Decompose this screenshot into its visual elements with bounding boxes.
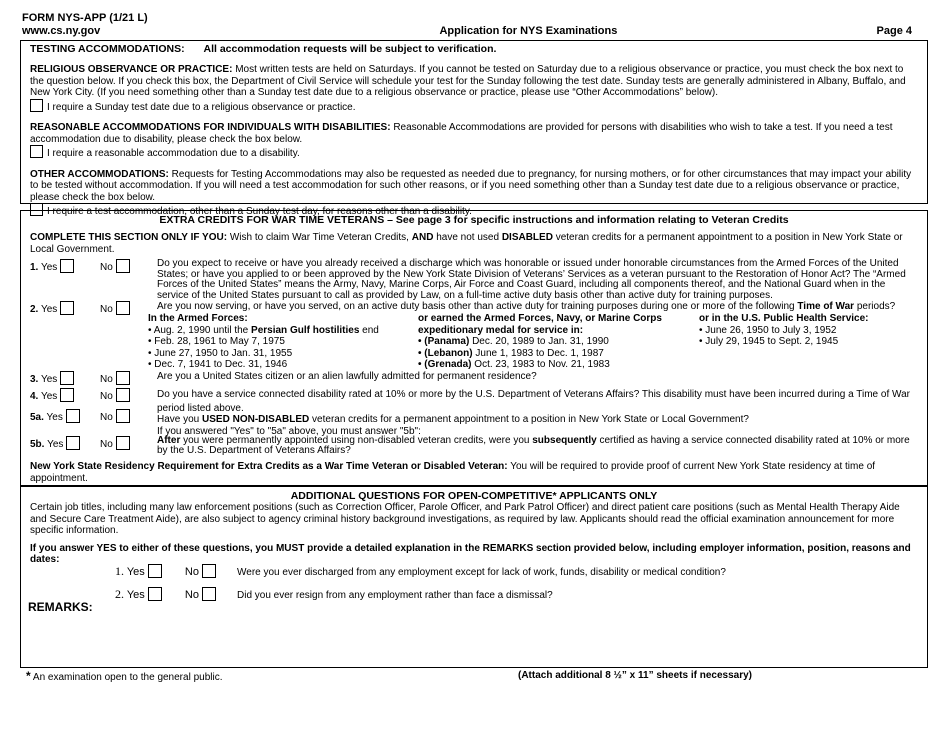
aq2-yes-label: Yes [126,589,145,601]
col1-item-1-c: end [362,324,379,336]
col1-item-3: • June 27, 1950 to Jan. 31, 1955 [148,347,293,359]
q5b-no-label: No [100,439,113,450]
q3-yes-label: Yes [40,374,58,385]
additional-questions-section [20,486,928,668]
residency-text: You will be required to provide proof of current New York State residency at time of appointment. [30,461,876,484]
q4-text: Do you have a service connected disability rated at 10% or more by the U.S. Department of Veterans Affairs? This disability must have been incurred during a Time of War period listed above. [157,389,910,414]
religious-label: RELIGIOUS OBSERVANCE OR PRACTICE: [30,64,233,76]
q2-yes-label: Yes [40,304,58,315]
q2-yes-checkbox[interactable] [60,301,74,315]
testing-notice: All accommodation requests will be subject to verification. [203,43,497,55]
q1-number: 1. [30,262,39,273]
page-header [22,12,912,37]
question-1 [30,259,918,303]
q3-text: Are you a United States citizen or an alien lawfully admitted for permanent residence? [157,371,537,382]
additional-text: Certain job titles, including many law enforcement positions (such as Correction Officer, Parole Officer, and Park Patrol Officer) and direct patient care positions (such as Mental Health Therapy Aide and Secure Care Treatment Aide), are also subject to agency criminal history background investigations, as required by law. Applicants should read the official examination announcement for more specific information. [30,502,900,537]
aq1-yes-label: Yes [126,566,145,578]
reasonable-text: Reasonable Accommodations are provided for persons with disabilities who wish to take a test. If you need a test accommodation due to disability, please check the box below. [30,122,893,145]
q5a-number: 5a. [30,412,44,423]
q1-yes-label: Yes [40,262,58,273]
q2-text [157,301,918,313]
aq1-text: Were you ever discharged from any employment except for lack of work, funds, disability or medical condition? [237,567,726,578]
aq1-no-label: No [184,566,199,578]
remarks-label: REMARKS: [28,600,93,614]
q5a-text-b: veteran credits for a permanent appointment to a position in New York State or Local Government? [312,414,749,425]
q5b-yes-label: Yes [47,439,64,450]
religious-checkbox-row [30,99,918,114]
aq1-yes-checkbox[interactable] [148,564,162,578]
q5a-bold: USED NON-DISABLED [202,414,310,425]
col3-item-2: • July 29, 1945 to Sept. 2, 1945 [699,336,839,347]
footnote-star: * [26,669,31,683]
war-periods [148,313,918,373]
col2-head-1: or earned the Armed Forces, Navy, or Marine Corps [418,313,662,324]
col2-item-3 [418,359,662,371]
aq2-yes-checkbox[interactable] [148,587,162,601]
q3-no-label: No [100,374,113,385]
q2-number: 2. [30,304,39,315]
other-text: Requests for Testing Accommodations may also be requested as needed due to pregnancy, for nursing mothers, or for other circumstances that may impact your ability to be tested without accommodation. If you will need a test accommodation for such other reasons, or if you need something other than a Sunday test date due to a religious observance or practice, please check the box below. [30,168,912,203]
other-checkbox-label: I require a test accommodation, other than a Sunday test day, for reasons other than a disability. [47,206,472,218]
q4-yes-checkbox[interactable] [60,388,74,402]
q5a-yes-label: Yes [46,412,63,423]
q4-no-label: No [100,391,113,402]
q3-no-checkbox[interactable] [116,371,130,385]
q5b-bold-b: subsequently [532,435,597,446]
aq1-number: 1. [115,564,124,578]
q4-number: 4. [30,391,39,402]
q5a-text-a: Have you [157,414,200,425]
additional-instruction: If you answer YES to either of these questions, you MUST provide a detailed explanation in the REMARKS section provided below, including employer information, position, reasons and dates: [30,542,911,566]
q3-yes-checkbox[interactable] [60,371,74,385]
intro-text-c: veteran credits for a permanent appointment to a position in New York State or Local Government. [30,232,903,255]
q1-no-label: No [100,262,113,273]
q1-text: Do you expect to receive or have you already received a discharge which was honorable or issued under honorable circumstances from the Armed Forces of the United States; or have you applied to or been approved by the New York State Division of Veterans’ Services as a veteran pursuant to the Restoration of Honor Act? The “Armed Forces of the United States” means the Army, Navy, Marine Corps, Air Force and Coast Guard, including all components thereof, and the National Guard when in the service of the United States pursuant to call as provided by Law, on a full-time active duty basis other than active duty for training purposes. [157,258,906,302]
col2-item-3-place: • (Grenada) [418,359,472,370]
col1-item-1 [148,325,379,337]
expeditionary-column [418,313,662,371]
col2-item-2 [418,348,662,360]
religious-checkbox[interactable] [30,99,43,112]
page-number: Page 4 [876,24,912,37]
veterans-section [20,210,928,486]
q5a-note: If you answered "Yes" to "5a" above, you must answer "5b": [157,425,421,437]
form-id: FORM NYS-APP (1/21 L) [22,12,148,24]
religious-checkbox-label: I require a Sunday test date due to a religious observance or practice. [47,101,356,113]
attach-note: (Attach additional 8 ½” x 11” sheets if necessary) [518,670,752,681]
col2-item-1-dates: Dec. 20, 1989 to Jan. 31, 1990 [472,336,609,347]
remarks-area[interactable] [27,617,921,663]
other-label: OTHER ACCOMMODATIONS: [30,168,169,180]
intro-and: AND [411,232,434,243]
q2-no-label: No [100,304,113,315]
q5b-yes-checkbox[interactable] [66,436,80,450]
additional-heading: ADDITIONAL QUESTIONS FOR OPEN-COMPETITIVE* APPLICANTS ONLY [290,490,658,502]
col1-head: In the Armed Forces: [148,313,248,324]
reasonable-label: REASONABLE ACCOMMODATIONS FOR INDIVIDUALS WITH DISABILITIES: [30,122,391,134]
aq2-no-checkbox[interactable] [202,587,216,601]
intro-label: COMPLETE THIS SECTION ONLY IF YOU: [30,232,228,243]
additional-question-2 [115,587,553,602]
intro-text-b: have not used [436,232,500,243]
q5b-no-checkbox[interactable] [116,436,130,450]
q4-no-checkbox[interactable] [116,388,130,402]
col2-item-1-place: • (Panama) [418,336,470,347]
intro-text-a: Wish to claim War Time Veteran Credits, [229,232,409,243]
veterans-heading: EXTRA CREDITS FOR WAR TIME VETERANS – See page 3 for specific instructions and information relating to Veteran Credits [159,214,789,226]
col2-item-1 [418,336,662,348]
religious-paragraph [30,64,918,99]
col2-head-2: expeditionary medal for service in: [418,324,584,336]
aq2-number: 2. [115,587,124,601]
veterans-intro [30,232,918,255]
reasonable-checkbox-label: I require a reasonable accommodation due to a disability. [47,148,300,160]
col2-item-2-place: • (Lebanon) [418,347,473,359]
aq2-text: Did you ever resign from any employment rather than face a dismissal? [237,590,553,601]
q2-text-end: periods? [856,301,896,312]
col1-item-2: • Feb. 28, 1961 to May 7, 1975 [148,336,285,347]
q5b-text [157,436,918,456]
q5a-yes-checkbox[interactable] [66,409,80,423]
q4-yes-label: Yes [40,391,58,402]
footnote-text: An examination open to the general public. [32,672,223,683]
col1-item-1-b: Persian Gulf hostilities [251,324,360,336]
q2-time-of-war: Time of War [797,301,855,312]
q5b-text-b: certified as having a service connected disability rated at 10% or more by the U.S. Department of Veterans Affairs? [157,435,910,456]
reasonable-checkbox[interactable] [30,145,43,158]
col3-item-1: • June 26, 1950 to July 3, 1952 [699,324,837,336]
residency-label: New York State Residency Requirement for Extra Credits as a War Time Veteran or Disabled Veteran: [30,461,508,472]
q2-no-checkbox[interactable] [116,301,130,315]
q5b-bold-a: After [157,435,181,446]
residency-requirement [30,461,918,484]
q2-text-main: Are you now serving, or have you served, on an active duty basis other than active duty for training purposes during one or more of the following [157,301,795,312]
reasonable-paragraph [30,122,918,145]
col3-head: or in the U.S. Public Health Service: [699,313,869,324]
q1-yes-checkbox[interactable] [60,259,74,273]
religious-text: Most written tests are held on Saturdays. If you cannot be tested on Saturday due to a religious observance or practice, you must check the box next to the question below. If you check this box, the Department of Civil Service will schedule your test for the Sunday following the test date. Sunday tests are generally administered in Albany, Buffalo, and New York City. (If you need something other than a Sunday test date due to a religious observance or practice, please use “Other Accommodations” below). [30,64,906,99]
q5b-number: 5b. [30,439,45,450]
aq2-no-label: No [184,589,199,601]
form-title: Application for NYS Examinations [439,24,618,37]
q1-no-checkbox[interactable] [116,259,130,273]
aq1-no-checkbox[interactable] [202,564,216,578]
testing-accommodations-section [20,40,928,218]
q5a-no-label: No [100,412,113,423]
q5a-text [157,414,918,437]
armed-forces-column [148,313,379,371]
q3-number: 3. [30,374,39,385]
public-health-column [699,313,869,348]
testing-heading: TESTING ACCOMMODATIONS: [30,43,185,55]
page-footer [26,670,906,684]
intro-disabled: DISABLED [501,232,553,243]
reasonable-checkbox-row [30,145,918,160]
col1-item-1-a: • Aug. 2, 1990 until the [148,324,249,336]
q5a-no-checkbox[interactable] [116,409,130,423]
other-paragraph [30,169,918,204]
col2-item-3-dates: Oct. 23, 1983 to Nov. 21, 1983 [474,359,610,370]
website: www.cs.ny.gov [22,24,101,37]
q5b-text-a: you were permanently appointed using non-disabled veteran credits, were you [183,435,530,446]
col2-item-2-dates: June 1, 1983 to Dec. 1, 1987 [475,347,604,359]
col1-item-4: • Dec. 7, 1941 to Dec. 31, 1946 [148,359,288,370]
additional-question-1 [115,564,726,579]
